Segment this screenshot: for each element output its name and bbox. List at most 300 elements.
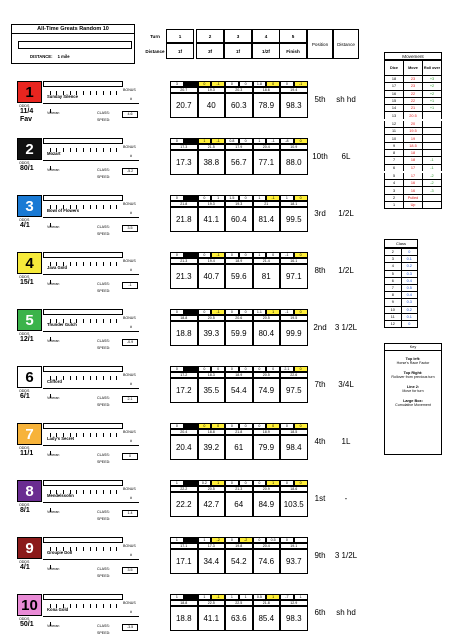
movement-cell: 8 (385, 149, 404, 156)
bonus-label: BONUS (123, 544, 136, 548)
class-label: CLASS: (97, 510, 110, 514)
key-item (385, 399, 441, 407)
movement-row (385, 149, 442, 156)
move-value: 0 (203, 196, 206, 200)
class-row (385, 292, 418, 299)
cumulative-value: 35.5 (203, 386, 220, 395)
cumulative-value: 17.2 (175, 386, 192, 395)
race-title: All-Time Greats Random 10 (12, 25, 134, 34)
status-text: Veteran (47, 168, 60, 172)
horse-strip (43, 537, 123, 543)
move-value: 0 (230, 310, 233, 314)
move-value: 2.1 (284, 367, 290, 371)
horse-card (17, 252, 139, 293)
movement-row (385, 112, 442, 120)
bonus-hash: # (130, 325, 132, 329)
cumulative-cell (170, 378, 198, 403)
post-number: 2 (25, 140, 34, 158)
movement-cell (423, 194, 442, 201)
cumulative-cell (198, 207, 226, 232)
key-body: Horse's Race Factor (396, 361, 430, 365)
odds-value: 15/1 (20, 279, 34, 286)
move-value: 0 (285, 424, 288, 428)
cumulative-cell (225, 435, 253, 460)
speed-value: 20.5 (262, 373, 270, 377)
key-item (385, 371, 441, 379)
finish-distance (333, 594, 359, 631)
cumulative-value: 59.9 (230, 329, 247, 338)
class-label: CLASS: (97, 624, 110, 628)
post-number-badge (17, 366, 42, 388)
movement-cell: 18 (404, 149, 423, 156)
class-row (385, 313, 418, 320)
move-value: 1 (299, 595, 302, 599)
cumulative-value: 18.8 (175, 329, 192, 338)
movement-row (385, 202, 442, 209)
movement-row (385, 120, 442, 128)
movement-row (385, 135, 442, 142)
speed-value: 21.8 (180, 202, 188, 206)
move-value: 3 (175, 82, 178, 86)
class-value: 2.1 (122, 396, 138, 403)
movement-cell: 18 (404, 157, 423, 164)
speed-value: 21.3 (180, 259, 188, 263)
fraction-1: 1f (166, 43, 194, 59)
cumulative-cell (225, 150, 253, 175)
cumulative-cell (225, 93, 253, 118)
move-value: 1 (175, 481, 178, 485)
odds-value: 4/1 (20, 564, 30, 571)
movement-cell: 18.5 (404, 142, 423, 149)
move-value: 0 (258, 481, 261, 485)
horse-strip (43, 423, 123, 429)
status-text: Veteran (47, 111, 60, 115)
cumulative-value: 97.5 (285, 386, 302, 395)
finish-position (307, 594, 333, 631)
move-value: 1.1 (256, 310, 262, 314)
horse-strip (43, 366, 123, 372)
bonus-label: BONUS (123, 487, 136, 491)
distance-header: Distance (333, 29, 359, 59)
movement-cell: 4 (385, 180, 404, 187)
class-row (385, 256, 418, 263)
status-text: Veteran (47, 510, 60, 514)
cumulative-value: 77.1 (258, 158, 275, 167)
odds-value: 50/1 (20, 621, 34, 628)
horse-name: Kona Gold (47, 607, 69, 612)
cumulative-value: 99.9 (285, 329, 302, 338)
fav-label: Fav (20, 116, 33, 123)
movement-cell (423, 120, 442, 128)
move-value: 0 (230, 253, 233, 257)
bonus-label: BONUS (123, 430, 136, 434)
cumulative-value: 59.6 (230, 272, 247, 281)
odds-value: 4/1 (20, 222, 30, 229)
move-value: 1 (175, 595, 178, 599)
class-row (385, 277, 418, 284)
status-text: Veteran (47, 339, 60, 343)
class-value: 0.5 (401, 284, 418, 291)
cumulative-value: 98.4 (285, 443, 302, 452)
cumulative-value: 97.1 (285, 272, 302, 281)
speed-value: 18.1 (290, 202, 298, 206)
post-number-badge (17, 537, 42, 559)
movement-cell: 10 (385, 135, 404, 142)
distance-value: 6L (341, 152, 351, 161)
post-number-badge (17, 594, 42, 616)
class-value: -0.9 (122, 339, 138, 346)
move-value: 1.5 (229, 196, 235, 200)
movement-cell (423, 128, 442, 135)
class-label: CLASS: (97, 168, 110, 172)
class-row (385, 306, 418, 313)
movement-cell: +2 (423, 83, 442, 90)
move-value: 0 (244, 82, 247, 86)
speed-value: 19.1 (290, 544, 298, 548)
class-value: 0.3 (401, 299, 418, 306)
cumulative-value: 61 (234, 443, 244, 452)
move-value: 0 (217, 367, 220, 371)
cumulative-cell (280, 264, 308, 289)
odds-label: ODDS (19, 503, 30, 507)
class-table (384, 239, 418, 328)
class-dice: 7 (385, 284, 402, 291)
move-value: -1 (271, 196, 275, 200)
horse-card (17, 366, 139, 407)
post-number: 1 (25, 83, 34, 101)
cumulative-cell (225, 492, 253, 517)
cumulative-value: 42.7 (203, 500, 220, 509)
class-label: CLASS: (97, 453, 110, 457)
finish-position (307, 366, 333, 403)
speed-value: 19.4 (207, 259, 215, 263)
finish-position (307, 81, 333, 118)
move-value: 0 (244, 139, 247, 143)
position-value: 4th (314, 437, 326, 446)
class-label: CLASS: (97, 282, 110, 286)
finish-position (307, 423, 333, 460)
move-value: -1 (216, 595, 220, 599)
horse-card (17, 480, 139, 521)
speed-value: 20.5 (262, 316, 270, 320)
speed-value: 19.4 (290, 88, 298, 92)
horse-name: Lady's Secret (47, 436, 75, 441)
class-value: -3.5 (122, 624, 138, 631)
horse-strip (43, 594, 123, 600)
horse-card (17, 309, 139, 350)
movement-cell: +3 (423, 76, 442, 83)
cumulative-cell (225, 606, 253, 631)
class-value: 0.3 (401, 270, 418, 277)
finish-distance (333, 195, 359, 232)
post-number-badge (17, 309, 42, 331)
movement-cell: 19 (404, 135, 423, 142)
fraction-3: 1f (224, 43, 252, 59)
position-value: 7th (314, 380, 326, 389)
speed-value: 19.5 (290, 316, 298, 320)
key-head: Top Right: (403, 371, 423, 375)
speed-value: 18.6 (290, 487, 298, 491)
move-value: 0 (285, 481, 288, 485)
move-value: 1 (217, 481, 220, 485)
movement-row (385, 194, 442, 201)
bonus-hash: # (130, 268, 132, 272)
post-number: 3 (25, 197, 34, 215)
cumulative-cell (198, 435, 226, 460)
movement-cell: +2 (423, 90, 442, 97)
class-value: 0.2 (401, 263, 418, 270)
cumulative-value: 34.4 (203, 557, 220, 566)
cumulative-cell (170, 93, 198, 118)
movement-row (385, 142, 442, 149)
cumulative-value: 85.4 (258, 614, 275, 623)
distance-value: 3 1/2L (334, 551, 358, 560)
horse-strip (43, 138, 123, 144)
move-value: 1 (217, 196, 220, 200)
move-value: 0 (244, 367, 247, 371)
class-dice: 12 (385, 320, 402, 327)
distance-value: 1 mile (57, 54, 70, 59)
cumulative-cell (253, 492, 281, 517)
speed-value: 22.5 (235, 601, 243, 605)
movement-row (385, 76, 442, 83)
horse-card (17, 81, 139, 123)
odds-label: ODDS (19, 218, 30, 222)
distance-value: sh hd (336, 95, 356, 104)
class-value: 0.4 (401, 292, 418, 299)
movement-cell: 15 (385, 97, 404, 104)
cumulative-value: 54.4 (230, 386, 247, 395)
move-value: 0 (230, 82, 233, 86)
movement-cell: 12 (385, 120, 404, 128)
movement-cell: 19.5 (404, 128, 423, 135)
movement-cell (423, 142, 442, 149)
movement-cell: 2 (385, 194, 404, 201)
movement-cell: +1 (423, 105, 442, 112)
odds-value: 11/4 (20, 108, 34, 115)
cumulative-value: 54.2 (230, 557, 247, 566)
speed-label: SPEED: (97, 631, 111, 635)
movement-cell: 22 (404, 90, 423, 97)
card-divider (43, 274, 139, 275)
status-text: Veteran (47, 567, 60, 571)
bonus-label: BONUS (123, 316, 136, 320)
horse-card (17, 594, 139, 635)
cumulative-cell (198, 321, 226, 346)
move-value: 0 (175, 139, 178, 143)
speed-value: 10.9 (290, 145, 298, 149)
move-value: -1 (216, 82, 220, 86)
movement-row (385, 187, 442, 194)
speed-value: 20.5 (207, 316, 215, 320)
odds-value: 80/1 (20, 165, 34, 172)
key-head: Top left: (405, 357, 421, 361)
move-value: 0 (244, 253, 247, 257)
move-value: 0 (230, 538, 233, 542)
move-value: 0 (285, 82, 288, 86)
move-value: 0 (272, 253, 275, 257)
move-value: 0 (175, 253, 178, 257)
speed-value: 17.1 (180, 544, 188, 548)
horse-card (17, 537, 139, 578)
distance-row (30, 54, 70, 59)
move-value: 1 (258, 139, 261, 143)
movement-grid (384, 60, 442, 209)
movement-cell: 13 (385, 112, 404, 120)
cumulative-value: 74.6 (258, 557, 275, 566)
movement-cell: 23 (404, 76, 423, 83)
move-value: -2 (244, 538, 248, 542)
cumulative-value: 88.0 (285, 158, 302, 167)
movement-cell (423, 135, 442, 142)
status-text: Veteran (47, 624, 60, 628)
speed-value: 18.9 (235, 373, 243, 377)
card-divider (43, 160, 139, 161)
horse-card (17, 195, 139, 236)
movement-cell: Up (404, 202, 423, 209)
odds-label: ODDS (19, 104, 30, 108)
class-value: -1 (122, 282, 138, 289)
class-dice: 2 (385, 249, 402, 256)
bonus-label: BONUS (123, 259, 136, 263)
distance-value: 1L (341, 437, 351, 446)
speed-value: 20.7 (180, 88, 188, 92)
cumulative-value: 81 (261, 272, 271, 281)
post-number: 6 (25, 368, 34, 386)
class-label: CLASS: (97, 225, 110, 229)
speed-value: 20.5 (207, 487, 215, 491)
speed-value: 20.4 (262, 145, 270, 149)
cumulative-value: 98.3 (285, 614, 302, 623)
class-value: 1.4 (122, 510, 138, 517)
cumulative-value: 22.2 (175, 500, 192, 509)
move-value: 1 (272, 481, 275, 485)
post-number-badge (17, 423, 42, 445)
key-body: Rollover from previous turn (391, 375, 435, 379)
movement-cell: 7 (385, 157, 404, 164)
class-dice: 3 (385, 256, 402, 263)
distance-value: - (344, 494, 348, 503)
speed-value: 17.9 (235, 145, 243, 149)
move-value: 0 (230, 424, 233, 428)
race-info-box (11, 24, 135, 64)
move-value: 0 (272, 424, 275, 428)
horse-name: Bowl of Flowers (47, 208, 80, 213)
movement-cell: -2 (423, 180, 442, 187)
speed-value: 22.5 (207, 601, 215, 605)
cumulative-cell (280, 207, 308, 232)
class-label: CLASS: (97, 111, 110, 115)
speed-label: SPEED: (97, 118, 111, 122)
cumulative-cell (198, 549, 226, 574)
class-dice: 10 (385, 306, 402, 313)
class-dice: 8 (385, 292, 402, 299)
cumulative-cell (253, 93, 281, 118)
speed-value: 20.3 (235, 88, 243, 92)
speed-value: 17.3 (180, 145, 188, 149)
move-value: 1 (272, 310, 275, 314)
speed-value: 18.8 (180, 601, 188, 605)
cumulative-value: 18.8 (175, 614, 192, 623)
movement-title: Movement (384, 52, 442, 60)
move-value: 0 (203, 424, 206, 428)
move-value: 0 (299, 424, 302, 428)
cumulative-cell (198, 606, 226, 631)
movement-row (385, 164, 442, 172)
cumulative-value: 98.3 (285, 101, 302, 110)
position-value: 1st (314, 494, 326, 503)
movement-row (385, 180, 442, 187)
move-value: 1 (272, 595, 275, 599)
fraction-5: Finish (279, 43, 307, 59)
move-value: 0.8 (229, 139, 235, 143)
speed-value: 21.5 (207, 145, 215, 149)
post-number: 5 (25, 311, 34, 329)
horse-card (17, 423, 139, 464)
speed-value: 21.8 (235, 430, 243, 434)
move-value: 0 (272, 82, 275, 86)
horse-strip (43, 252, 123, 258)
class-dice: 5 (385, 270, 402, 277)
position-value: 8th (314, 266, 326, 275)
speed-value: 18.6 (262, 88, 270, 92)
key-head: Line 2: (406, 385, 420, 389)
key-item (385, 357, 441, 365)
distance-label: DISTANCE: (30, 54, 53, 59)
move-value: 1 (230, 595, 233, 599)
post-number-badge (17, 252, 42, 274)
post-number: 4 (25, 254, 34, 272)
key-head: Large Box: (403, 399, 423, 403)
class-value: 0.2 (401, 306, 418, 313)
cumulative-value: 39.2 (203, 443, 220, 452)
position-header: Position (307, 29, 333, 59)
class-dice: 4 (385, 263, 402, 270)
odds-label: ODDS (19, 161, 30, 165)
card-divider (43, 331, 139, 332)
horse-name: Java Gold (47, 265, 68, 270)
movement-row (385, 157, 442, 164)
speed-label: SPEED: (97, 403, 111, 407)
move-value: -1 (216, 253, 220, 257)
movement-row (385, 83, 442, 90)
cumulative-cell (280, 378, 308, 403)
post-number: 9 (25, 539, 34, 557)
cumulative-cell (170, 264, 198, 289)
cumulative-value: 39.3 (203, 329, 220, 338)
post-number: 7 (25, 425, 34, 443)
speed-value: 20.6 (235, 316, 243, 320)
speed-value: 19.3 (235, 202, 243, 206)
bonus-label: BONUS (123, 202, 136, 206)
horse-name: Mozart (47, 151, 61, 156)
speed-label: SPEED: (97, 517, 111, 521)
status-text: Veteran (47, 225, 60, 229)
finish-distance (333, 480, 359, 517)
cumulative-value: 81.4 (258, 215, 275, 224)
class-row (385, 284, 418, 291)
movement-row (385, 97, 442, 104)
move-value: 0 (299, 139, 302, 143)
speed-value: 18.8 (207, 430, 215, 434)
odds-label: ODDS (19, 275, 30, 279)
cumulative-cell (170, 150, 198, 175)
finish-distance (333, 366, 359, 403)
cumulative-cell (198, 492, 226, 517)
move-value: 0 (272, 367, 275, 371)
bonus-hash: # (130, 553, 132, 557)
horse-strip (43, 81, 123, 87)
